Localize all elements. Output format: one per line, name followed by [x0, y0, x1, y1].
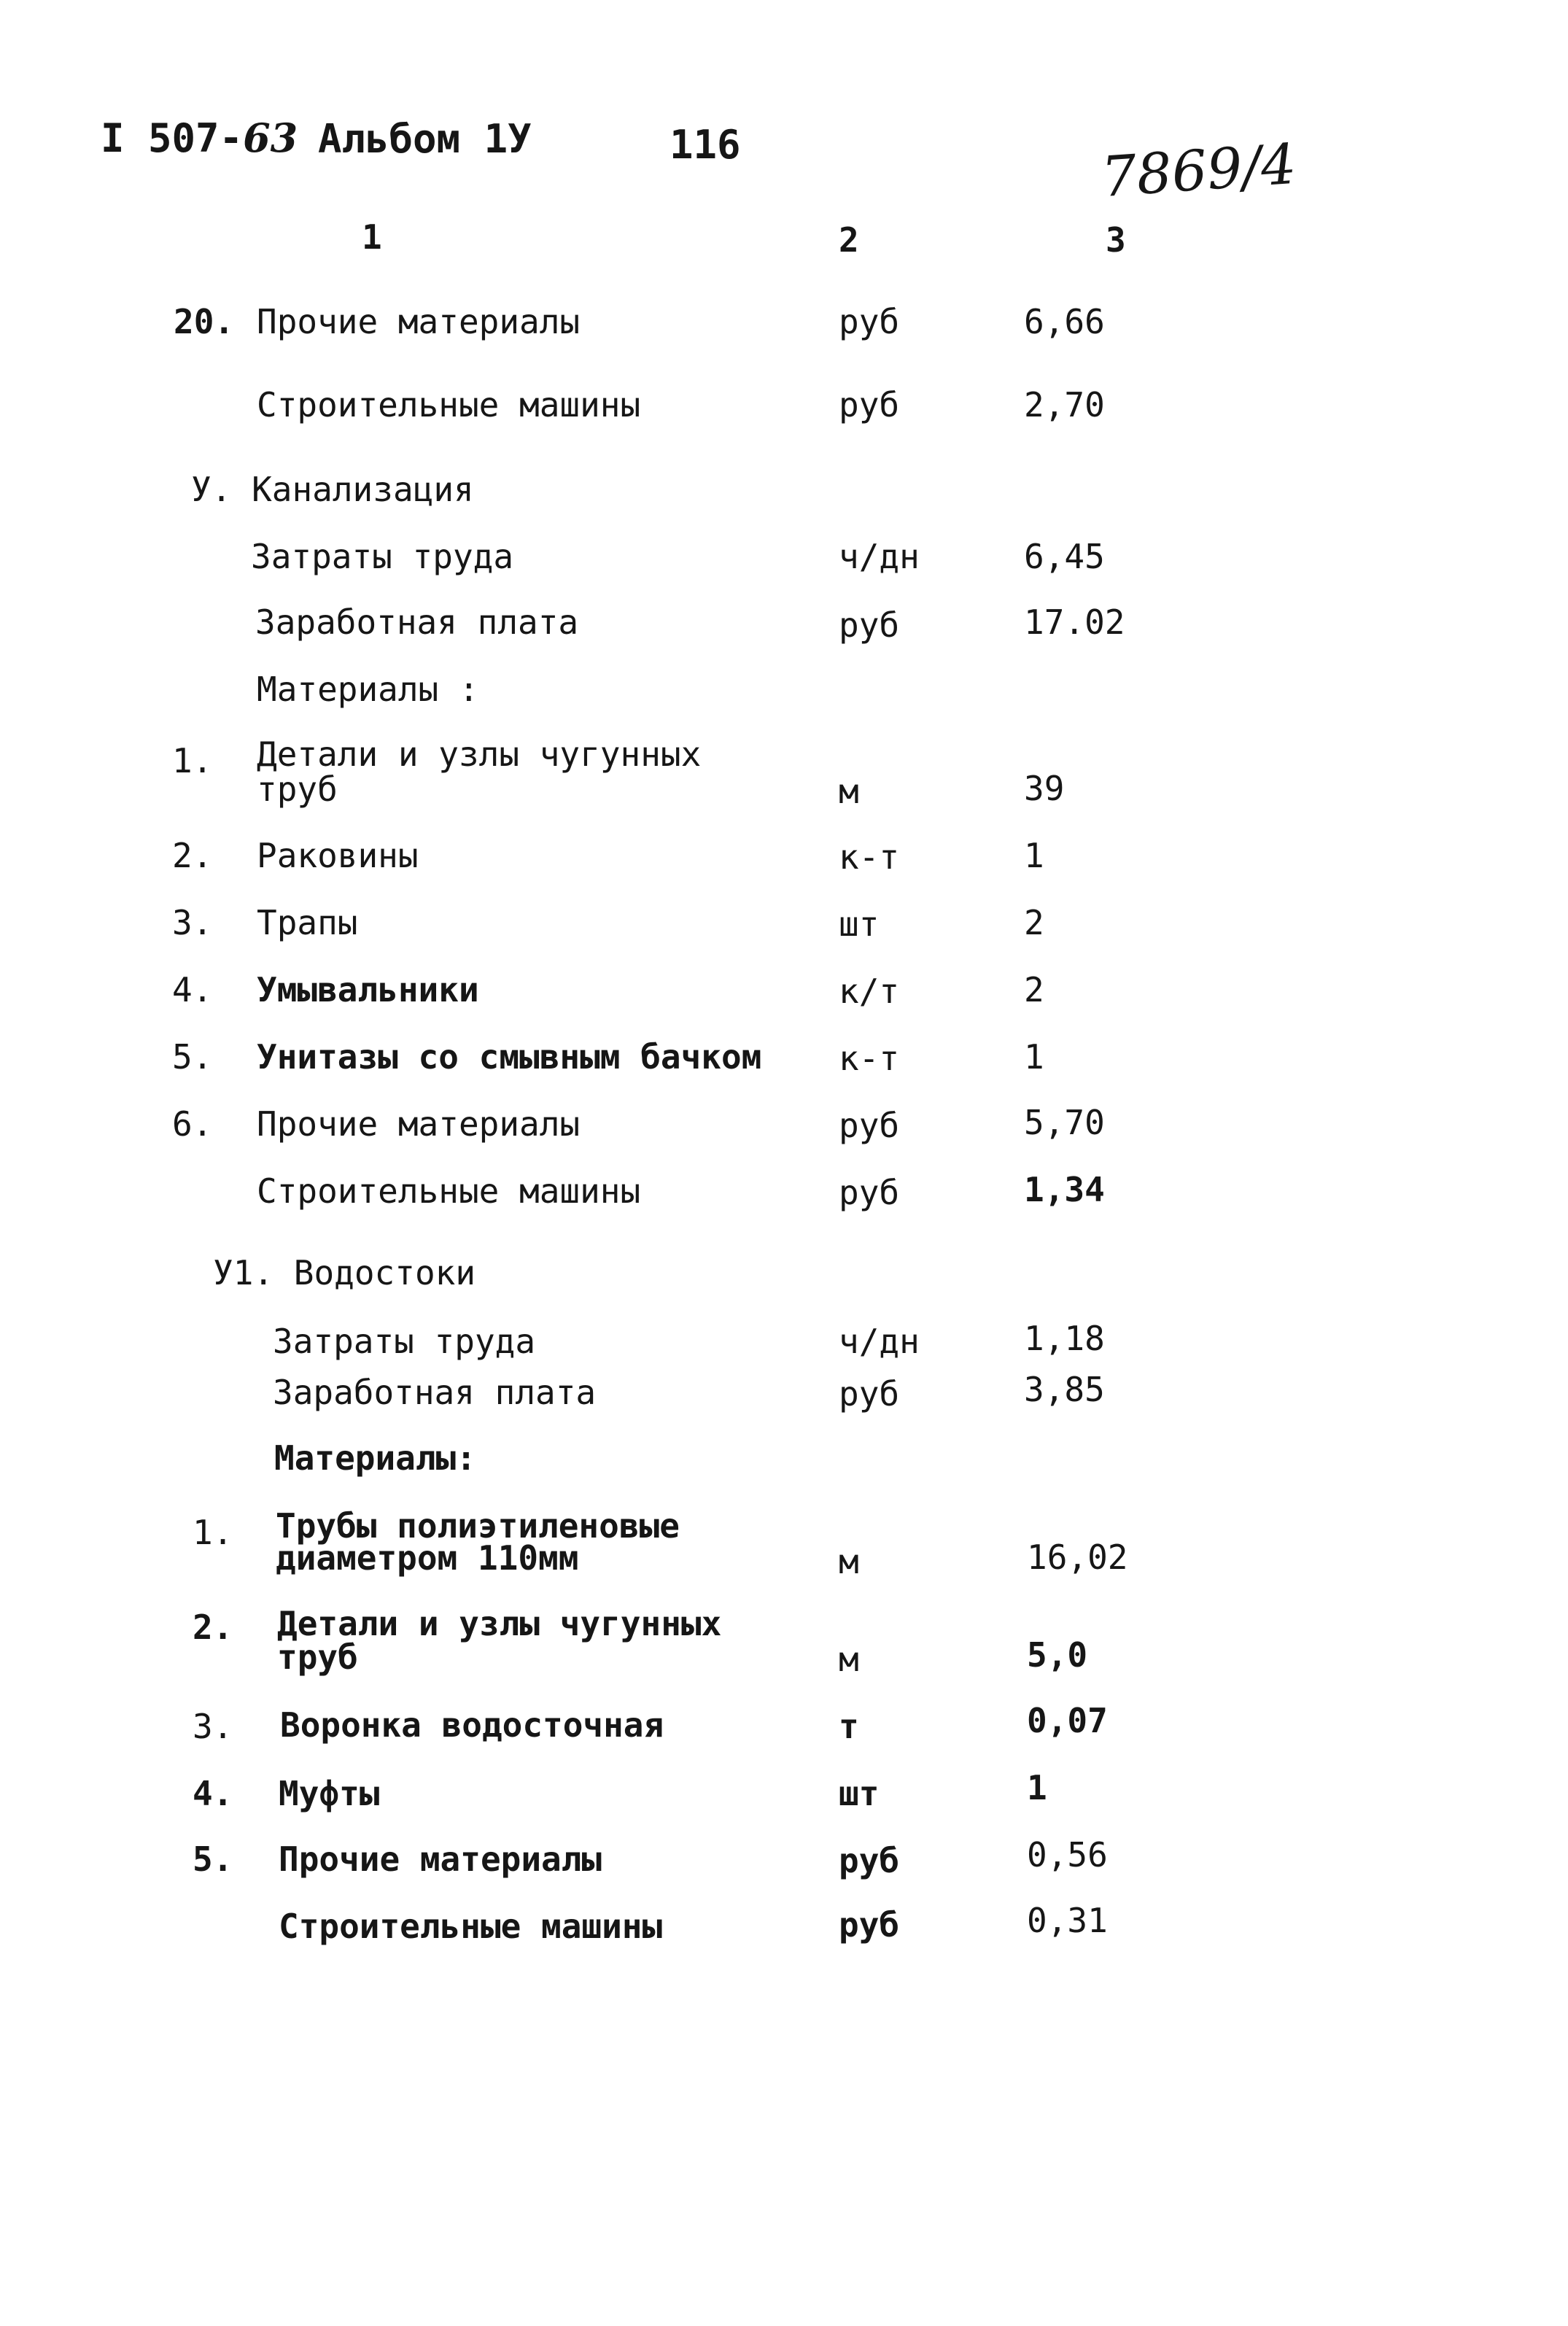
row-value: 6,66: [1024, 302, 1105, 341]
section-heading: У. Канализация: [191, 470, 474, 509]
row-name-continued: диаметром 110мм: [276, 1538, 579, 1578]
row-name: Детали и узлы чугунных: [257, 734, 702, 774]
row-unit: к-т: [839, 837, 900, 877]
page-number: 116: [669, 122, 741, 168]
row-name: Умывальники: [257, 970, 479, 1009]
row-unit: руб: [839, 1841, 900, 1880]
doc-code: [101, 115, 298, 161]
section-heading: У1. Водостоки: [213, 1253, 476, 1292]
row-name: Раковины: [257, 836, 419, 875]
row-unit: м: [839, 772, 859, 811]
row-name: Материалы:: [274, 1438, 476, 1478]
row-name: Строительные машины: [257, 385, 641, 425]
row-name: Материалы :: [257, 670, 479, 709]
row-value: 2: [1024, 970, 1044, 1009]
row-value: 0,56: [1027, 1835, 1108, 1875]
row-name: Строительные машины: [257, 1171, 641, 1211]
row-unit: ч/дн: [839, 1322, 920, 1361]
column-header-2: 2: [839, 220, 859, 260]
row-value: 0,31: [1027, 1901, 1108, 1940]
row-unit: руб: [839, 1374, 900, 1414]
row-number: 5.: [193, 1840, 233, 1879]
row-value: 1: [1024, 1037, 1044, 1077]
row-value: 5,0: [1027, 1635, 1088, 1675]
row-number: 4.: [193, 1774, 233, 1813]
row-value: 1,18: [1024, 1319, 1105, 1358]
row-unit: шт: [839, 1774, 880, 1813]
row-unit: т: [839, 1707, 859, 1746]
row-value: 3,85: [1024, 1370, 1105, 1409]
row-name: Строительные машины: [279, 1907, 663, 1946]
row-name: Затраты труда: [273, 1322, 536, 1361]
row-value: 17.02: [1024, 602, 1125, 642]
row-unit: руб: [839, 1106, 900, 1145]
row-value: 39: [1024, 769, 1065, 808]
row-unit: м: [839, 1640, 859, 1679]
doc-code-printed: І 507-: [101, 115, 244, 161]
row-name: Детали и узлы чугунных: [277, 1604, 722, 1643]
row-unit: руб: [839, 1905, 900, 1945]
row-name: Заработная плата: [255, 602, 579, 642]
row-value: 6,45: [1024, 537, 1105, 576]
album-label: Альбом 1У: [318, 116, 532, 162]
column-header-1: 1: [362, 217, 382, 257]
row-name: Трубы полиэтиленовые: [276, 1506, 680, 1546]
row-name: Прочие материалы: [257, 302, 581, 341]
row-unit: руб: [839, 605, 900, 645]
row-value: 0,07: [1027, 1701, 1108, 1740]
row-number: 20.: [174, 302, 235, 341]
row-unit: шт: [839, 904, 880, 944]
row-name: Воронка водосточная: [280, 1705, 664, 1745]
row-value: 5,70: [1024, 1103, 1105, 1142]
row-name: Унитазы со смывным бачком: [257, 1037, 762, 1077]
row-name: Прочие материалы: [279, 1840, 602, 1879]
row-number: 4.: [172, 970, 213, 1009]
doc-code-handwritten: 63: [243, 115, 298, 161]
row-unit: м: [839, 1542, 859, 1581]
row-name: Заработная плата: [273, 1373, 597, 1412]
row-number: 3.: [172, 903, 213, 942]
row-number: 1.: [193, 1513, 233, 1552]
row-value: 2,70: [1024, 385, 1105, 425]
row-number: 1.: [172, 741, 213, 780]
row-unit: к-т: [839, 1039, 900, 1078]
row-name: Затраты труда: [251, 537, 514, 576]
row-name-continued: труб: [257, 769, 338, 809]
row-number: 6.: [172, 1104, 213, 1144]
row-name: Прочие материалы: [257, 1104, 581, 1144]
row-value: 2: [1024, 903, 1044, 942]
row-unit: ч/дн: [839, 537, 920, 576]
column-header-3: 3: [1106, 220, 1126, 260]
row-unit: к/т: [839, 972, 900, 1011]
row-unit: руб: [839, 1173, 900, 1212]
row-unit: руб: [839, 302, 900, 341]
row-unit: руб: [839, 385, 900, 425]
row-value: 1: [1027, 1768, 1047, 1807]
row-name: Трапы: [257, 903, 358, 942]
archive-number-handwritten: 7869/4: [1099, 131, 1299, 210]
row-number: 2.: [172, 836, 213, 875]
row-value: 16,02: [1027, 1538, 1128, 1577]
row-number: 2.: [193, 1608, 233, 1647]
row-name: Муфты: [279, 1774, 380, 1813]
row-name-continued: труб: [277, 1637, 358, 1677]
row-number: 5.: [172, 1037, 213, 1077]
row-value: 1: [1024, 836, 1044, 875]
row-value: 1,34: [1024, 1170, 1105, 1209]
row-number: 3.: [193, 1707, 233, 1746]
